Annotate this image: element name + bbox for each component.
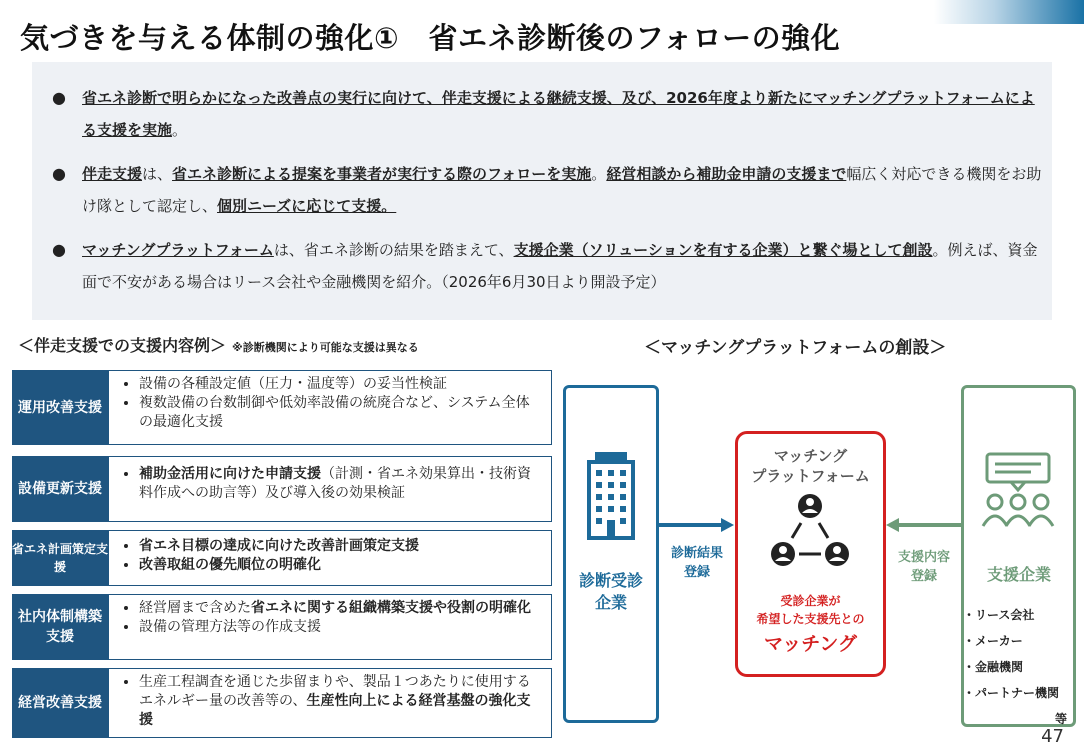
list-item: 等 [1054, 712, 1067, 726]
network-people-icon [770, 492, 850, 572]
diagnosed-company-label: 診断受診 企業 [578, 571, 643, 612]
arrow-left-icon [886, 518, 961, 532]
support-examples-heading: ＜伴走支援での支援内容例＞ ※診断機関により可能な支援は異なる [18, 336, 419, 355]
list-item: • 設備の管理方法等の作成支援 [139, 618, 543, 637]
platform-subtext: 受診企業が 希望した支援先との [756, 594, 865, 626]
list-item: • 生産工程調査を通じた歩留まりや、製品１つあたりに使用するエネルギー量の改善等の、生産性向上による経営基盤の強化支援 [139, 673, 543, 730]
list-item: ・メーカー [963, 634, 1023, 648]
row-box-organization [108, 594, 552, 660]
support-register-label: 支援内容 登録 [897, 550, 950, 584]
building-icon [581, 452, 641, 542]
row-box-management [108, 668, 552, 738]
corner-accent [934, 0, 1084, 24]
list-item: • 省エネ目標の達成に向けた改善計画策定支援 [139, 537, 543, 556]
list-item: • 経営層まで含めた省エネに関する組織構築支援や役割の明確化 [139, 599, 543, 618]
arrow-right-icon [659, 518, 734, 532]
row-box-energy-plan [108, 530, 552, 586]
bullet-dot: ● [52, 164, 66, 183]
matching-platform-heading: ＜マッチングプラットフォームの創設＞ [644, 338, 947, 358]
matching-label: マッチング [764, 633, 857, 655]
row-label-energy-plan: 省エネ計画策定支援 [12, 530, 108, 586]
list-item: ・金融機関 [963, 660, 1024, 674]
row-label-management: 経営改善支援 [12, 668, 108, 738]
platform-title: マッチング プラットフォーム [751, 447, 870, 485]
row-label-operation: 運用改善支援 [12, 370, 108, 445]
bullet-dot: ● [52, 240, 66, 259]
row-box-equipment [108, 456, 552, 522]
diagnosis-register-label: 診断結果 登録 [670, 546, 723, 580]
page-title: 気づきを与える体制の強化① 省エネ診断後のフォローの強化 [20, 21, 841, 55]
group-chat-icon [981, 452, 1057, 532]
bullet-dot: ● [52, 88, 66, 107]
diagnosed-company-panel [563, 385, 659, 723]
page-number: 47 [1041, 726, 1064, 747]
list-item: • 複数設備の台数制御や低効率設備の統廃合など、システム全体の最適化支援 [139, 394, 543, 432]
row-box-operation [108, 370, 552, 445]
row-label-organization: 社内体制構築支援 [12, 594, 108, 660]
list-item: • 改善取組の優先順位の明確化 [139, 556, 543, 575]
support-company-list [963, 602, 1073, 732]
support-note: ※診断機関により可能な支援は異なる [232, 341, 419, 354]
list-item: ・パートナー機関 [963, 686, 1060, 700]
list-item: • 補助金活用に向けた申請支援（計測・省エネ効果算出・技術資料作成への助言等）及び導入後の効果検証 [139, 465, 543, 503]
list-item: • 設備の各種設定値（圧力・温度等）の妥当性検証 [139, 375, 543, 394]
list-item: ・リース会社 [963, 608, 1035, 622]
row-label-equipment: 設備更新支援 [12, 456, 108, 522]
support-company-label: 支援企業 [986, 565, 1051, 584]
